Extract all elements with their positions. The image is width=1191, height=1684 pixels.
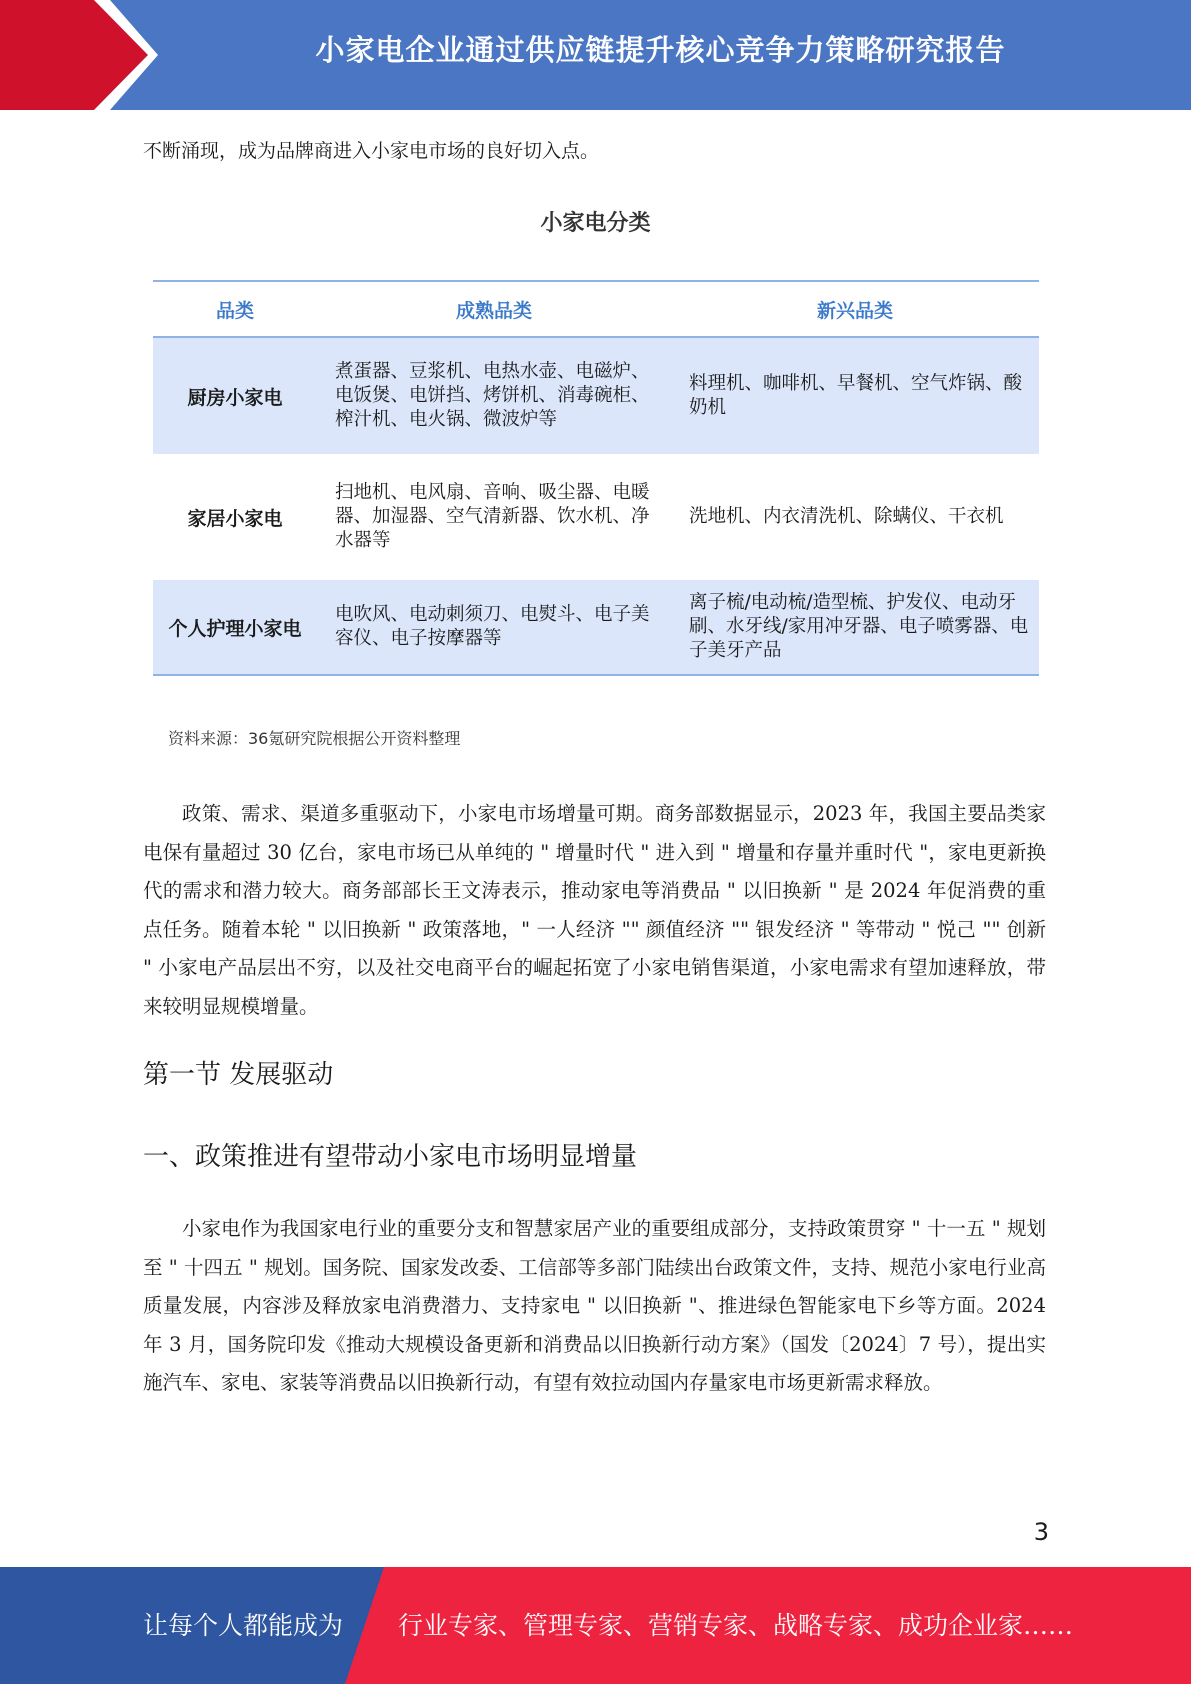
row-emerging: 洗地机、内衣清洗机、除螨仪、干衣机	[689, 506, 1004, 527]
footer-slogan-right: 行业专家、管理专家、营销专家、战略专家、成功企业家……	[398, 1611, 1074, 1640]
table-header-row	[153, 282, 1039, 336]
column-header-emerging: 新兴品类	[816, 299, 893, 322]
figure-source: 资料来源：36氪研究院根据公开资料整理	[168, 729, 461, 748]
row-emerging: 料理机、咖啡机、早餐机、空气炸锅、酸奶机	[689, 373, 1023, 418]
page-header	[0, 0, 1191, 110]
row-category: 个人护理小家电	[168, 617, 302, 640]
table-row	[153, 454, 1039, 580]
report-title: 小家电企业通过供应链提升核心竞争力策略研究报告	[315, 33, 1006, 67]
body-paragraph: 政策、需求、渠道多重驱动下，小家电市场增量可期。商务部数据显示，2023 年，我国主要品类家电保有量超过 30 亿台，家电市场已从单纯的 " 增量时代 " 进入到 " 增量和存量并重时代 "，家电更新换代的需求和潜力较大。商务部部长王文涛表示，推动家电等消费品 " 以旧换新 " 是 2024 年促消费的重点任务。随着本轮 " 以旧换新 " 政策落地，" 一人经济 "" 颜值经济 "" 银发经济 " 等带动 " 悦己 "" 创新 " 小家电产品层出不穷，以及社交电商平台的崛起拓宽了小家电销售渠道，小家电需求有望加速释放，带来较明显规模增量。	[143, 802, 1046, 1018]
header-arrow-graphic	[0, 0, 160, 110]
category-table	[153, 280, 1039, 676]
page-number: 3	[1033, 1518, 1049, 1546]
body-paragraph: 小家电作为我国家电行业的重要分支和智慧家居产业的重要组成部分，支持政策贯穿 " 十一五 " 规划至 " 十四五 " 规划。国务院、国家发改委、工信部等多部门陆续出台政策文件，支持、规范小家电行业高质量发展，内容涉及释放家电消费潜力、支持家电 " 以旧换新 "、推进绿色智能家电下乡等方面。2024 年 3 月，国务院印发《推动大规模设备更新和消费品以旧换新行动方案》（国发〔2024〕7 号），提出实施汽车、家电、家装等消费品以旧换新行动，有望有效拉动国内存量家电市场更新需求释放。	[143, 1217, 1046, 1394]
table-row	[153, 338, 1039, 454]
page-footer	[0, 1567, 1191, 1684]
section-heading: 第一节 发展驱动	[143, 1060, 334, 1090]
row-emerging: 离子梳/电动梳/造型梳、护发仪、电动牙刷、水牙线/家用冲牙器、电子喷雾器、电子美牙产品	[689, 592, 1029, 661]
figure-title: 小家电分类	[540, 211, 651, 236]
table-bottom-rule	[153, 674, 1039, 676]
intro-line: 不断涌现，成为品牌商进入小家电市场的良好切入点。	[143, 140, 600, 162]
row-mature: 扫地机、电风扇、音响、吸尘器、电暖器、加湿器、空气清新器、饮水机、净水器等	[335, 482, 650, 551]
row-category: 家居小家电	[187, 507, 283, 530]
row-category: 厨房小家电	[187, 386, 283, 409]
subsection-heading: 一、政策推进有望带动小家电市场明显增量	[143, 1142, 638, 1172]
row-mature: 电吹风、电动刺须刀、电熨斗、电子美容仪、电子按摩器等	[335, 604, 650, 649]
column-header-category: 品类	[215, 299, 254, 322]
table-row	[153, 580, 1039, 674]
footer-slogan-left: 让每个人都能成为	[143, 1611, 344, 1640]
column-header-mature: 成熟品类	[455, 299, 532, 322]
row-mature: 煮蛋器、豆浆机、电热水壶、电磁炉、电饭煲、电饼挡、烤饼机、消毒碗柜、榨汁机、电火锅、微波炉等	[335, 361, 650, 430]
